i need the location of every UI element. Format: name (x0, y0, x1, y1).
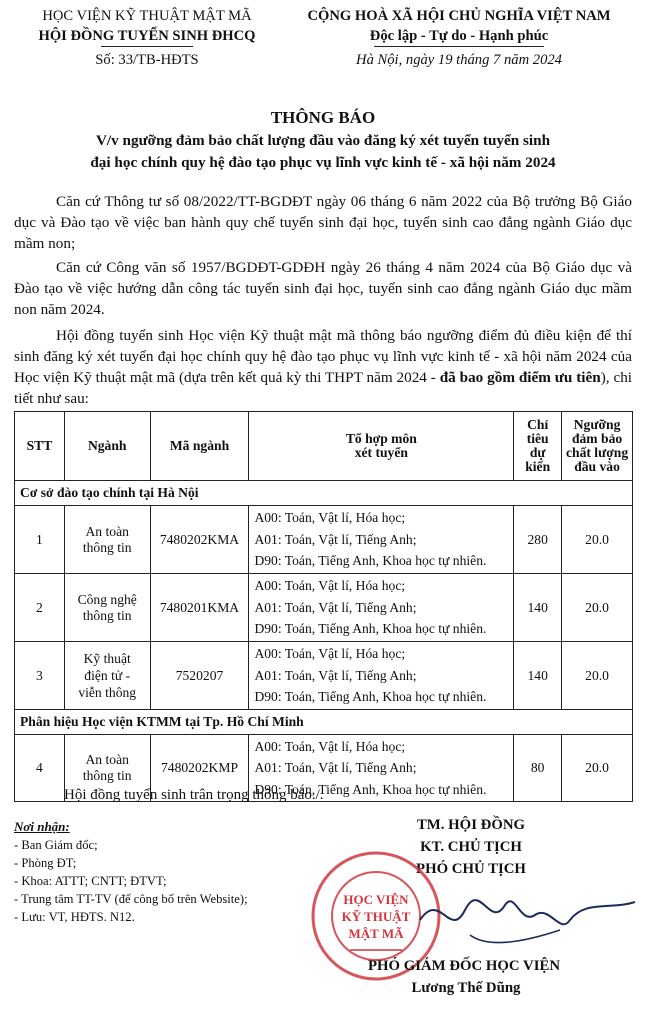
seal-text-3: MẬT MÃ (348, 926, 404, 941)
col-header-line: Ngưỡng (573, 417, 621, 432)
cell-to-hop (249, 642, 514, 710)
recipient-item: - Lưu: VT, HĐTS. N12. (14, 910, 135, 924)
recipient-item: - Ban Giám đốc; (14, 838, 98, 852)
table-row (15, 506, 633, 574)
cell-to-hop (249, 574, 514, 642)
signature-line-3: PHÓ CHỦ TỊCH (416, 861, 526, 877)
recipients-heading: Nơi nhận: (14, 819, 70, 834)
title-subject-line2: đại học chính quy hệ đào tạo phục vụ lĩnh vực kinh tế - xã hội năm 2024 (90, 154, 556, 171)
signature-stroke (420, 900, 635, 924)
seal-text-1: HỌC VIỆN (343, 892, 409, 907)
cell-nguong: 20.0 (562, 642, 633, 710)
nation-title: CỘNG HOÀ XÃ HỘI CHỦ NGHĨA VIỆT NAM (307, 8, 611, 24)
table-section-row (15, 481, 633, 506)
col-header-line: kiến (525, 459, 551, 474)
cell-chi-tieu: 280 (514, 506, 562, 574)
col-header-line: Chỉ (527, 417, 549, 432)
header-divider (101, 46, 193, 47)
table-row (15, 574, 633, 642)
table-section-row (15, 710, 633, 735)
col-header-line: chất lượng (565, 445, 629, 460)
cell-line: Kỹ thuật (83, 651, 131, 666)
cell-line: thông tin (82, 539, 132, 555)
cell-line: thông tin (82, 607, 132, 623)
cell-stt: 3 (15, 642, 65, 710)
cell-stt: 2 (15, 574, 65, 642)
combo-a00: A00: Toán, Vật lí, Hóa học; (254, 510, 406, 526)
cell-nganh (64, 574, 150, 642)
table-header-row (15, 412, 633, 481)
signature-underline (470, 930, 560, 943)
doc-number: Số: 33/TB-HĐTS (95, 52, 199, 68)
title-subject-line1: V/v ngưỡng đảm bảo chất lượng đầu vào đăng ký xét tuyển tuyển sinh (95, 132, 551, 149)
combo-a01: A01: Toán, Vật lí, Tiếng Anh; (254, 599, 417, 615)
paragraph-text (14, 325, 632, 409)
signature-line-2: KT. CHỦ TỊCH (420, 839, 522, 855)
org-name: HỌC VIỆN KỸ THUẬT MẬT MÃ (42, 8, 252, 24)
recipient-item: - Khoa: ATTT; CNTT; ĐTVT; (14, 874, 167, 888)
col-header-stt: STT (15, 412, 65, 481)
col-header-line: dự (529, 445, 546, 460)
header-left (6, 6, 288, 70)
combo-a01: A01: Toán, Vật lí, Tiếng Anh; (254, 760, 417, 776)
cell-stt: 1 (15, 506, 65, 574)
col-header-line: đầu vào (574, 459, 620, 474)
cell-chi-tieu: 140 (514, 642, 562, 710)
paragraph-legal-basis-1 (14, 191, 632, 254)
paragraph-text: Căn cứ Thông tư số 08/2022/TT-BGDĐT ngày 06 tháng 6 năm 2022 của Bộ trưởng Bộ Giáo dục và Đào tạo về việc ban hành quy chế tuyển sinh đại học, tuyển sinh cao đẳng ngành Giáo dục mầm non; (14, 193, 632, 252)
cell-line: viễn thông (78, 685, 137, 700)
combo-a01: A01: Toán, Vật lí, Tiếng Anh; (254, 667, 417, 683)
cell-ma-nganh: 7520207 (150, 642, 249, 710)
combo-d90: D90: Toán, Tiếng Anh, Khoa học tự nhiên. (254, 621, 487, 637)
recipient-item: - Trung tâm TT-TV (để công bố trên Website); (14, 892, 248, 906)
cell-nguong: 20.0 (562, 574, 633, 642)
paragraph-main-text: Hội đồng tuyển sinh Học viện Kỹ thuật mật mã thông báo ngưỡng điểm đủ điều kiện để thí sinh đăng ký xét tuyển đại học chính quy hệ đào tạo phục vụ lĩnh vực kinh tế - xã hội năm 2024 của Học viện Kỹ thuật mật mã (dựa trên kết quả kỳ thi THPT năm 2024 - (14, 327, 632, 386)
motto-divider (374, 46, 544, 47)
cell-to-hop (249, 506, 514, 574)
cell-nguong: 20.0 (562, 735, 633, 802)
combo-a00: A00: Toán, Vật lí, Hóa học; (254, 738, 406, 754)
signer-title: PHÓ GIÁM ĐỐC HỌC VIỆN (367, 958, 561, 974)
col-header-to-hop-line1: Tổ hợp môn (345, 431, 417, 446)
table-row (15, 642, 633, 710)
cell-nganh (64, 642, 150, 710)
col-header-line: đảm bảo (571, 431, 623, 446)
recipients-block (14, 818, 248, 926)
combo-a00: A00: Toán, Vật lí, Hóa học; (254, 646, 406, 662)
combo-a00: A00: Toán, Vật lí, Hóa học; (254, 578, 406, 594)
nation-motto: Độc lập - Tự do - Hạnh phúc (369, 28, 549, 44)
council-name: HỘI ĐỒNG TUYỂN SINH ĐHCQ (38, 28, 256, 44)
closing-line: Hội đồng tuyển sinh trân trọng thông báo./. (64, 787, 324, 803)
cell-line: Công nghệ (77, 591, 137, 607)
cell-line: An toàn (85, 523, 129, 539)
cell-line: An toàn (85, 752, 129, 767)
col-header-line: tiêu (526, 431, 549, 446)
seal-text-2: KỸ THUẬT (341, 909, 411, 924)
col-header-to-hop-line2: xét tuyển (354, 445, 408, 460)
col-header-to-hop (249, 412, 514, 481)
cell-chi-tieu: 140 (514, 574, 562, 642)
combo-a01: A01: Toán, Vật lí, Tiếng Anh; (254, 531, 417, 547)
paragraph-end-text: ), chi tiết như sau: (14, 369, 633, 407)
cell-chi-tieu: 80 (514, 735, 562, 802)
col-header-nganh: Ngành (64, 412, 150, 481)
cell-ma-nganh: 7480201KMA (150, 574, 249, 642)
cell-nguong: 20.0 (562, 506, 633, 574)
combo-d90: D90: Toán, Tiếng Anh, Khoa học tự nhiên. (254, 689, 487, 705)
section-hanoi: Cơ sở đào tạo chính tại Hà Nội (15, 481, 633, 506)
paragraph-announcement (14, 325, 632, 409)
paragraph-bold-text: đã bao gồm điểm ưu tiên (439, 369, 601, 386)
paragraph-text: Căn cứ Công văn số 1957/BGDĐT-GDĐH ngày 26 tháng 4 năm 2024 của Bộ Giáo dục và Đào tạo về việc hướng dẫn công tác tuyển sinh đại học, tuyển sinh cao đẳng ngành Giáo dục mầm non năm 2024. (14, 259, 632, 318)
col-header-nguong (562, 412, 633, 481)
col-header-chi-tieu (514, 412, 562, 481)
cell-line: thông tin (82, 768, 132, 783)
recipient-item: - Phòng ĐT; (14, 856, 77, 870)
place-date: Hà Nội, ngày 19 tháng 7 năm 2024 (356, 52, 562, 68)
handwritten-signature (410, 880, 640, 960)
cell-ma-nganh: 7480202KMA (150, 506, 249, 574)
cell-stt: 4 (15, 735, 65, 802)
col-header-ma-nganh: Mã ngành (150, 412, 249, 481)
cell-ma-nganh: 7480202KMP (150, 735, 249, 802)
cell-nganh (64, 506, 150, 574)
combo-d90: D90: Toán, Tiếng Anh, Khoa học tự nhiên. (254, 553, 487, 569)
threshold-table (14, 411, 633, 802)
signer-name: Lương Thế Dũng (411, 980, 521, 996)
paragraph-legal-basis-2 (14, 257, 632, 320)
document-title: THÔNG BÁO (270, 108, 376, 127)
section-hcmc: Phân hiệu Học viện KTMM tại Tp. Hồ Chí Minh (15, 710, 633, 735)
combo-d90: D90: Toán, Tiếng Anh, Khoa học tự nhiên. (254, 781, 487, 797)
cell-line: điện tử - (84, 668, 131, 683)
header-right (278, 6, 640, 70)
signature-line-1: TM. HỘI ĐỒNG (416, 817, 526, 833)
